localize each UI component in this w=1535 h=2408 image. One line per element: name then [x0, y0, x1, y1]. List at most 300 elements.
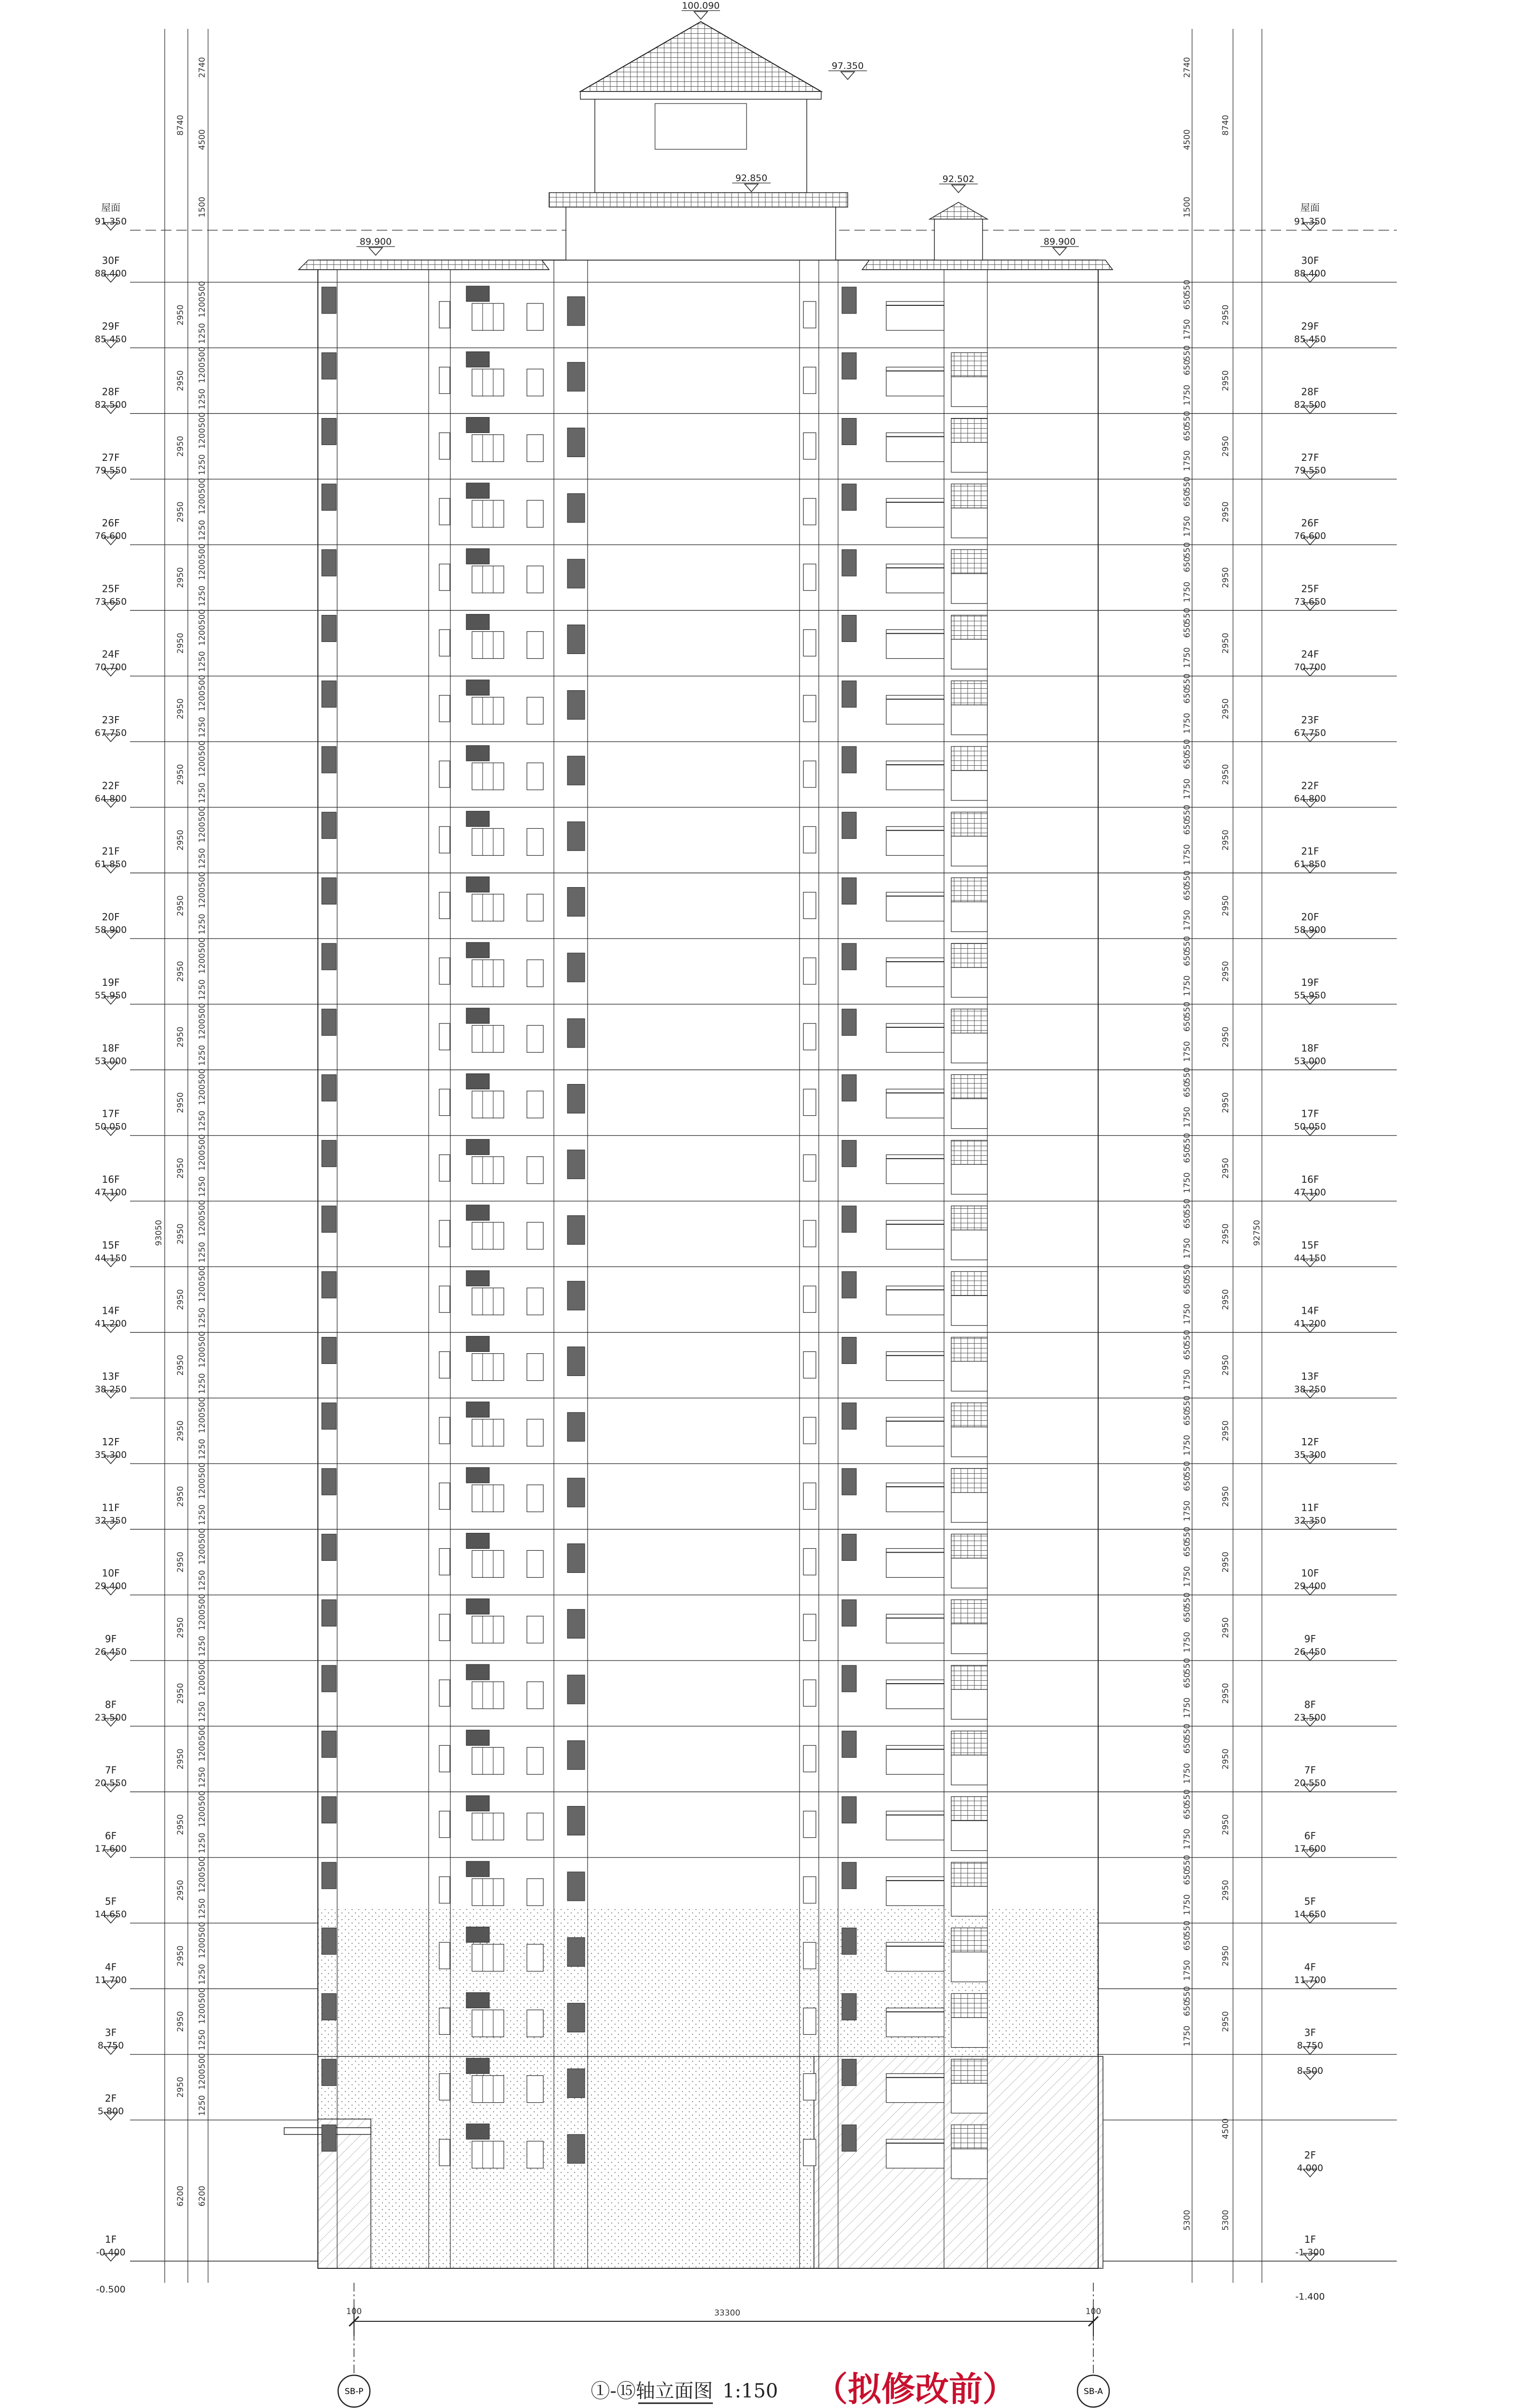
level-label: 24F: [1301, 648, 1319, 660]
sub-dim: 550: [1182, 1067, 1192, 1083]
left-level: [95, 977, 127, 1004]
window-head-dark: [466, 1730, 489, 1745]
window: [472, 1157, 504, 1184]
sub-dim: 650: [1182, 1804, 1192, 1819]
window-dark: [567, 1544, 585, 1572]
sub-dim: 500: [197, 937, 207, 953]
left-level: [95, 1436, 127, 1464]
level-elevation: 79.550: [94, 465, 127, 476]
sub-dim: 650: [1182, 1082, 1192, 1098]
sub-dim: 550: [1182, 1986, 1192, 2002]
window-dark: [842, 550, 856, 576]
window: [527, 1879, 543, 1906]
window-dark: [322, 1468, 336, 1495]
floor-height-dim: 2950: [176, 1092, 185, 1113]
level-elevation: 23.500: [1294, 1712, 1326, 1723]
floor-height-dim: 2950: [1221, 829, 1231, 851]
sub-dim: 1200: [197, 887, 207, 908]
window: [951, 2149, 987, 2179]
roof-elev-right: 91.350: [1294, 216, 1326, 227]
roof-elev-text: 92.850: [735, 173, 768, 183]
left-level: [95, 386, 127, 414]
window-dark: [322, 353, 336, 379]
sub-dim: 550: [1182, 1723, 1192, 1740]
level-elevation: 26.450: [1294, 1647, 1326, 1657]
window: [527, 1944, 543, 1971]
floor-height-dim: 2950: [1221, 1617, 1231, 1638]
window-head-dark: [466, 1008, 489, 1023]
window-dark: [567, 1478, 585, 1507]
window: [803, 1614, 816, 1641]
window-dark: [842, 353, 856, 379]
sub-dim: 1200: [197, 1150, 207, 1171]
window: [803, 1220, 816, 1247]
sub-dim: 500: [197, 675, 207, 691]
window: [951, 1492, 987, 1522]
sub-dim: 550: [1182, 1198, 1192, 1215]
window-dark: [322, 1074, 336, 1101]
level-label: 21F: [102, 845, 120, 857]
left-total-dim: 93050: [154, 1219, 164, 1246]
floor-height-dim: 2950: [1221, 1486, 1231, 1507]
window: [803, 1942, 816, 1969]
window: [472, 631, 504, 658]
window-dark: [322, 746, 336, 773]
window-head-dark: [466, 614, 489, 629]
axis-bubble-right: [1077, 2375, 1109, 2407]
floor-height-dim: 2950: [176, 632, 185, 654]
sub-dim: 500: [197, 1068, 207, 1085]
floor-height-dim: 2950: [1221, 1748, 1231, 1770]
window-head-dark: [466, 1270, 489, 1286]
sub-dim: 500: [197, 1134, 207, 1150]
window-head-dark: [466, 680, 489, 695]
window-dark: [567, 1741, 585, 1769]
level-elevation: 5.800: [97, 2106, 124, 2117]
level-label: 15F: [102, 1239, 120, 1251]
sub-dim: 1750: [1182, 647, 1192, 668]
level-elevation: 32.350: [94, 1515, 127, 1526]
title-note: （拟修改前）: [814, 2369, 1016, 2408]
tile-panel: [951, 2059, 987, 2083]
window-dark: [567, 1216, 585, 1244]
tile-panel: [951, 550, 987, 574]
level-elevation: 32.350: [1294, 1515, 1326, 1526]
right-level: [1294, 1174, 1326, 1201]
sub-dim: 1200: [197, 1019, 207, 1040]
floor-height-dim: 2950: [176, 1420, 185, 1441]
level-label: 29F: [1301, 320, 1319, 332]
window: [439, 1483, 450, 1509]
window: [472, 435, 504, 462]
sub-dim: 1750: [1182, 1829, 1192, 1850]
window-dark: [842, 2125, 856, 2151]
window: [951, 508, 987, 538]
sub-dim: 1200: [197, 953, 207, 974]
right-level: [1294, 452, 1326, 479]
sub-dim: 1250: [197, 979, 207, 1000]
window-dark: [322, 2125, 336, 2151]
right-level: [1294, 911, 1326, 939]
sub-dim: 1200: [197, 1347, 207, 1368]
sub-dim: 550: [1182, 804, 1192, 821]
window: [951, 836, 987, 866]
floor-height-dim: 2950: [176, 436, 185, 457]
window: [472, 1879, 504, 1906]
sub-dim: 1250: [197, 388, 207, 410]
floor-height-dim: 2950: [176, 1748, 185, 1770]
sub-dim: 550: [1182, 1527, 1192, 1543]
left-level: [95, 1699, 127, 1726]
sub-dim: 550: [1182, 1855, 1192, 1871]
sub-dim: 650: [1182, 1541, 1192, 1557]
roof-elev-text: 97.350: [831, 61, 864, 71]
sub-dim: 1250: [197, 323, 207, 344]
level-label: 24F: [102, 648, 120, 660]
window: [951, 968, 987, 997]
bottom-dimension: [346, 2283, 1101, 2374]
sub-dim: 500: [197, 1003, 207, 1019]
window: [439, 695, 450, 722]
sub-dim: 1250: [197, 2029, 207, 2051]
sub-dim: 1250: [197, 782, 207, 803]
window: [951, 1361, 987, 1391]
window-head-dark: [466, 746, 489, 761]
sub-dim: 550: [1182, 279, 1192, 296]
left-level: [95, 846, 127, 873]
window: [439, 826, 450, 853]
tile-panel: [951, 1074, 987, 1099]
sub-dim: 1750: [1182, 384, 1192, 406]
sub-dim: 500: [197, 2053, 207, 2069]
window-dark: [322, 1665, 336, 1692]
right-level: [1294, 255, 1326, 282]
window: [527, 1419, 543, 1446]
sub-dim: 650: [1182, 885, 1192, 901]
right-level: [1294, 714, 1326, 742]
roof-tower-opening: [655, 104, 747, 149]
window-dark: [842, 1009, 856, 1035]
window: [803, 958, 816, 984]
window: [527, 828, 543, 855]
left-level: [95, 780, 127, 807]
right-level: [1294, 1042, 1326, 1070]
sub-dim: 550: [1182, 1330, 1192, 1346]
tile-panel: [951, 1928, 987, 1952]
right-level: [1297, 2027, 1323, 2055]
floor-height-dim: 2950: [176, 1880, 185, 1901]
sub-dim: 1200: [197, 2068, 207, 2090]
window-head-dark: [466, 1467, 489, 1483]
left-level: [95, 1961, 127, 1989]
window-dark: [567, 297, 585, 326]
window-dark: [567, 691, 585, 720]
window: [439, 564, 450, 590]
right-level: [1294, 780, 1326, 807]
left-level: [96, 2234, 125, 2261]
level-label: 6F: [105, 1830, 117, 1842]
window-dark: [842, 1140, 856, 1167]
level-label: 23F: [102, 714, 120, 726]
window: [439, 1548, 450, 1575]
level-elevation: 8.750: [97, 2040, 124, 2051]
window: [439, 1220, 450, 1247]
window: [951, 1952, 987, 1982]
sub-dim: 1250: [197, 2095, 207, 2116]
window-head-dark: [466, 1796, 489, 1811]
right-level: [1297, 2066, 1323, 2080]
sub-dim: 1750: [1182, 1303, 1192, 1325]
window-head-dark: [466, 286, 489, 301]
window: [951, 1033, 987, 1063]
window-head-dark: [466, 352, 489, 367]
floor-height-dim: 2950: [1221, 1880, 1231, 1901]
window: [472, 2141, 504, 2168]
window-dark: [842, 1928, 856, 1954]
top-dim: 1500: [197, 196, 207, 218]
sub-dim: 500: [197, 1397, 207, 1413]
window-dark: [567, 625, 585, 654]
sub-dim: 500: [197, 806, 207, 822]
window: [439, 1614, 450, 1641]
level-label: 10F: [102, 1567, 120, 1579]
window: [439, 1811, 450, 1838]
level-label: 5F: [105, 1896, 117, 1908]
window-dark: [322, 1600, 336, 1626]
floor-height-dim: 2950: [176, 895, 185, 916]
right-eave-elev: [1040, 236, 1079, 255]
tile-panel: [951, 419, 987, 443]
sub-dim: 500: [197, 1987, 207, 2003]
right-level: [1294, 1961, 1326, 1989]
sub-dim: 500: [197, 1856, 207, 1872]
window-dark: [842, 943, 856, 970]
sub-dim: 1200: [197, 1741, 207, 1762]
tile-panel: [951, 1009, 987, 1033]
floor-height-dim: 2950: [176, 1945, 185, 1966]
level-elevation: 41.200: [1294, 1318, 1326, 1329]
window: [472, 828, 504, 855]
level-marker: [694, 12, 708, 19]
sub-dim: 500: [197, 1922, 207, 1937]
right-level: [1294, 1436, 1326, 1464]
sub-dim: 650: [1182, 622, 1192, 638]
level-elevation: 20.550: [1294, 1778, 1326, 1789]
level-elevation: 50.050: [94, 1121, 127, 1132]
window: [803, 1548, 816, 1575]
floor-height-dim: 2950: [176, 1355, 185, 1376]
level-label: 7F: [1304, 1764, 1316, 1776]
window: [803, 1023, 816, 1050]
level-marker: [369, 248, 382, 255]
tile-panel: [951, 1140, 987, 1165]
level-label: 20F: [1301, 911, 1319, 923]
level-elevation: -0.400: [96, 2247, 126, 2258]
tile-panel: [951, 484, 987, 508]
level-elevation: 61.850: [1294, 859, 1326, 870]
sub-dim: 1750: [1182, 713, 1192, 734]
sub-dim: 1750: [1182, 516, 1192, 537]
window-dark: [567, 2003, 585, 2032]
window: [472, 763, 504, 790]
floor-height-dim: 2950: [176, 764, 185, 785]
window: [472, 1813, 504, 1840]
left-level: [98, 2093, 124, 2120]
window-dark: [322, 1797, 336, 1823]
floor-height-dim: 2950: [176, 1486, 185, 1507]
sub-dim: 650: [1182, 1935, 1192, 1951]
title-scale: 1:150: [722, 2380, 778, 2402]
tile-panel: [951, 1534, 987, 1558]
left-level: [95, 1108, 127, 1136]
roof-tower-hip-roof: [580, 22, 821, 92]
window-dark: [842, 1271, 856, 1298]
level-label: 11F: [102, 1502, 120, 1514]
window: [951, 1689, 987, 1719]
window: [439, 1352, 450, 1378]
axis-dim-right: 100: [1085, 2307, 1102, 2316]
sub-dim: 500: [197, 1594, 207, 1610]
level-label: 3F: [105, 2027, 117, 2039]
tile-panel: [951, 1206, 987, 1230]
window-dark: [322, 1534, 336, 1560]
drawing-title: [590, 2369, 1016, 2408]
center-parapet: [566, 207, 836, 260]
window-dark: [322, 287, 336, 314]
window-dark: [842, 484, 856, 510]
window: [803, 2074, 816, 2100]
floor-height-dim: 2950: [176, 1026, 185, 1047]
level-elevation: 55.950: [1294, 990, 1326, 1001]
window-head-dark: [466, 942, 489, 958]
sub-dim: 1750: [1182, 1369, 1192, 1390]
sub-dim: 1250: [197, 585, 207, 607]
window: [527, 631, 543, 658]
window-dark: [842, 1468, 856, 1495]
level-elevation: 47.100: [1294, 1187, 1326, 1198]
window-dark: [842, 287, 856, 314]
window-dark: [567, 1019, 585, 1047]
level-elevation: 76.600: [1294, 531, 1326, 542]
window-dark: [567, 2134, 585, 2163]
window: [951, 1558, 987, 1588]
floor-height-dim: 2950: [1221, 1223, 1231, 1244]
floor-height-dim: 2950: [1221, 1420, 1231, 1441]
window: [803, 1155, 816, 1181]
level-label: 18F: [102, 1042, 120, 1054]
window: [527, 435, 543, 462]
sub-dim: 550: [1182, 1658, 1192, 1674]
window-head-dark: [466, 483, 489, 498]
window: [527, 763, 543, 790]
level-label: 11F: [1301, 1502, 1319, 1514]
sub-dim: 500: [197, 281, 207, 297]
window: [803, 433, 816, 459]
window-dark: [322, 1009, 336, 1035]
window: [951, 1624, 987, 1654]
level-label: 14F: [102, 1305, 120, 1317]
tile-panel: [951, 878, 987, 902]
window: [527, 1025, 543, 1052]
floor-height-dim: 2950: [1221, 1945, 1231, 1966]
tile-panel: [951, 615, 987, 639]
window: [527, 1616, 543, 1643]
level-elevation: 58.900: [94, 924, 127, 935]
sub-dim: 650: [1182, 294, 1192, 310]
window: [472, 1222, 504, 1249]
level-label: 2F: [1304, 2149, 1316, 2161]
level-label: 17F: [102, 1108, 120, 1120]
right-level: [1294, 1108, 1326, 1136]
sub-dim: 500: [197, 1725, 207, 1741]
left-level: [95, 1371, 127, 1398]
floor-height-dim: 2950: [176, 698, 185, 720]
window-dark: [842, 878, 856, 904]
window-dark: [322, 1862, 336, 1889]
sub-dim: 1250: [197, 1767, 207, 1788]
level-label: 8F: [105, 1699, 117, 1711]
window-dark: [567, 362, 585, 391]
level-label: 1F: [1304, 2234, 1316, 2245]
window: [527, 1288, 543, 1315]
sub-dim: 1750: [1182, 1632, 1192, 1653]
window: [951, 1427, 987, 1457]
window-head-dark: [466, 1402, 489, 1417]
window-dark: [567, 888, 585, 916]
sub-dim: 1200: [197, 1084, 207, 1105]
window-head-dark: [466, 1073, 489, 1089]
floor-height-dim: 2950: [1221, 436, 1231, 457]
right-level: [1294, 1502, 1326, 1529]
tile-panel: [951, 1271, 987, 1296]
level-elevation: -1.300: [1295, 2247, 1325, 2258]
level-elevation: 76.600: [94, 531, 127, 542]
floor-height-dim: 2950: [1221, 1814, 1231, 1835]
top-dim: 4500: [1182, 129, 1192, 150]
window: [951, 639, 987, 669]
level-label: 22F: [1301, 780, 1319, 792]
window: [951, 705, 987, 735]
window-dark: [322, 681, 336, 707]
window: [803, 1352, 816, 1378]
window-head-dark: [466, 1664, 489, 1680]
left-level: [95, 1502, 127, 1529]
window: [803, 826, 816, 853]
sub-dim: 1200: [197, 362, 207, 383]
floor-height-dim: 2950: [1221, 1026, 1231, 1047]
window-dark: [842, 1074, 856, 1101]
level-label: 30F: [102, 255, 120, 266]
level-label: 6F: [1304, 1830, 1316, 1842]
level-elevation: 17.600: [94, 1843, 127, 1854]
axis-bubble-left: [338, 2375, 370, 2407]
axis-label-right: SB-A: [1084, 2387, 1103, 2396]
right-tower-elev: [939, 174, 978, 193]
sub-dim: 650: [1182, 1672, 1192, 1688]
window: [472, 2076, 504, 2103]
sub-dim: 1200: [197, 1675, 207, 1696]
floor-height-dim: 2950: [176, 1158, 185, 1179]
floor-height-dim: 2950: [176, 1223, 185, 1244]
sub-dim: 1750: [1182, 581, 1192, 602]
window-dark: [567, 1413, 585, 1441]
window-dark: [567, 1084, 585, 1113]
sub-dim: 650: [1182, 1278, 1192, 1295]
sub-dim: 650: [1182, 1869, 1192, 1885]
sub-dim: 650: [1182, 1607, 1192, 1623]
window: [439, 1877, 450, 1903]
window: [527, 2141, 543, 2168]
